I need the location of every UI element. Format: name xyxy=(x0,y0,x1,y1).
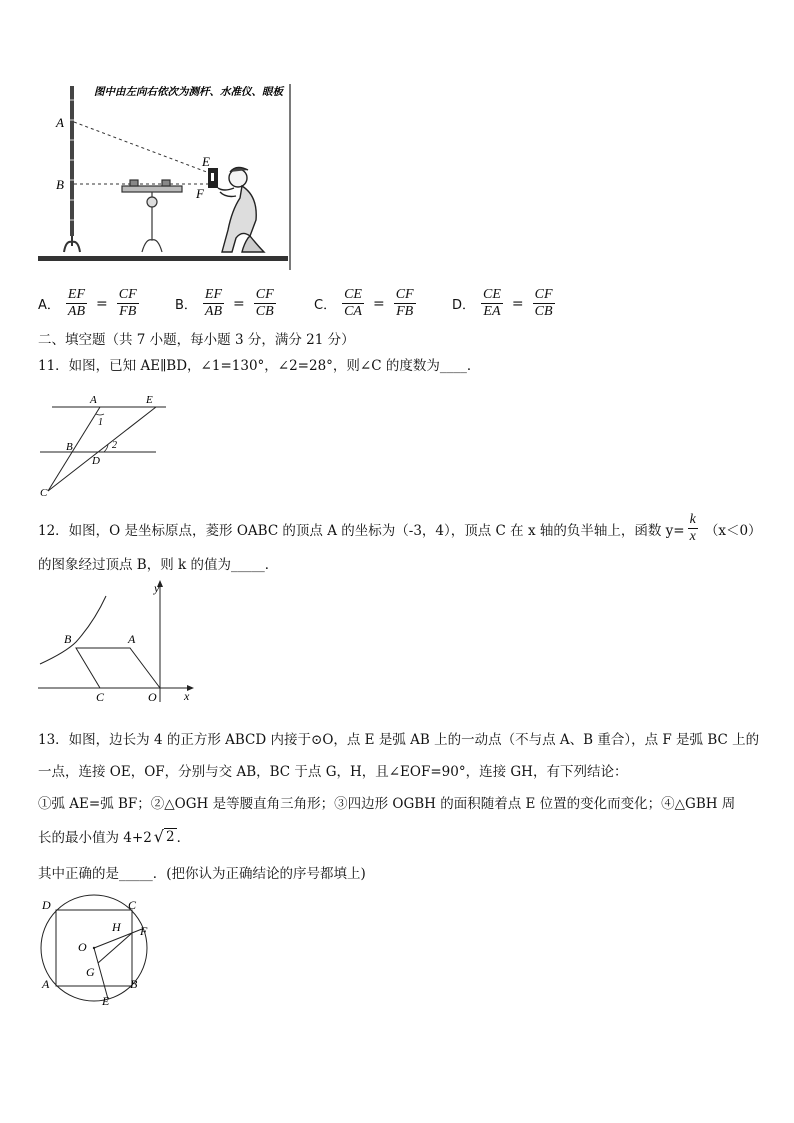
q13-diagram xyxy=(36,893,162,1007)
option-b-right-den: CB xyxy=(255,304,274,319)
q10-figure xyxy=(36,80,296,270)
q13-figure xyxy=(36,893,162,1007)
q11-figure xyxy=(38,390,168,500)
option-a-letter: A． xyxy=(38,298,60,313)
label-A: A xyxy=(56,115,64,130)
q10-figure-caption: 图中由左向右依次为测杆、水准仪、眼板 xyxy=(94,87,283,98)
q13-line2: 一点，连接 OE，OF，分别与交 AB，BC 于点 G，H，且∠EOF=90°，连接 GH，有下列结论： xyxy=(38,764,628,780)
option-c-right-num: CF xyxy=(395,287,414,302)
option-a-left-den: AB xyxy=(67,304,86,319)
q13-sqrt-value: 2 xyxy=(165,828,175,845)
sqrt-sign: √ xyxy=(153,826,164,846)
q12-frac-num: k xyxy=(689,512,696,527)
label-B: B xyxy=(56,177,64,192)
q12-label-A: A xyxy=(128,632,136,646)
option-d-right-den: CB xyxy=(534,304,553,319)
q13-line5: 其中正确的是_____．(把你认为正确结论的序号都填上) xyxy=(38,866,366,882)
surveying-diagram xyxy=(36,80,296,270)
option-c-right-den: FB xyxy=(396,304,414,319)
option-a-right-den: FB xyxy=(119,304,137,319)
q13-line4-b: ． xyxy=(176,830,191,846)
q13-label-F: F xyxy=(140,924,148,938)
q13-label-B: B xyxy=(130,977,138,991)
option-d-left-num: CE xyxy=(483,287,501,302)
q13-label-O: O xyxy=(78,940,87,954)
q13-label-E: E xyxy=(102,994,110,1007)
q11-label-C: C xyxy=(40,487,48,499)
option-c-left-num: CE xyxy=(344,287,362,302)
q12-frac-den: x xyxy=(689,529,696,544)
q11-label-D: D xyxy=(92,455,100,467)
option-b-left-den: AB xyxy=(204,304,223,319)
option-b[interactable]: B． $\frac{EF}{AB}$ = $\frac{CF}{CB}$ xyxy=(175,287,274,319)
label-E: E xyxy=(202,154,210,169)
option-c[interactable]: C． $\frac{CE}{CA}$ = $\frac{CF}{FB}$ xyxy=(314,287,414,319)
q11-label-1: 1 xyxy=(98,417,103,428)
q13-line4-a: 长的最小值为 4+2 xyxy=(38,830,152,846)
q12-label-C: C xyxy=(96,690,105,704)
option-d-left-den: EA xyxy=(483,304,501,319)
option-a-left-num: EF xyxy=(67,287,86,302)
q13-label-C: C xyxy=(128,898,137,912)
option-b-left-num: EF xyxy=(204,287,223,302)
option-c-left-den: CA xyxy=(344,304,362,319)
q11-label-E: E xyxy=(146,394,153,406)
q12-line1-b: （x＜0） xyxy=(704,522,762,539)
option-b-letter: B． xyxy=(175,298,197,313)
level-instrument-icon xyxy=(122,180,182,252)
option-a-right-num: CF xyxy=(118,287,137,302)
q12-line1 xyxy=(38,512,762,545)
q10-options xyxy=(38,287,598,325)
q11-label-2: 2 xyxy=(112,440,117,451)
q11-diagram xyxy=(38,390,168,500)
q13-label-H: H xyxy=(112,920,121,934)
q11-text: 11．如图，已知 AE∥BD，∠1=130°，∠2=28°，则∠C 的度数为____． xyxy=(38,358,481,374)
q12-line1-a: 12．如图，O 是坐标原点，菱形 OABC 的顶点 A 的坐标为（-3，4），顶点 C 在 x 轴的负半轴上，函数 y= xyxy=(38,522,685,539)
person-figure-icon xyxy=(218,167,264,252)
q12-line2: 的图象经过顶点 B，则 k 的值为_____． xyxy=(38,557,279,573)
q13-label-G: G xyxy=(86,965,95,979)
option-a[interactable]: A． $\frac{EF}{AB}$ = $\frac{CF}{FB}$ xyxy=(38,287,137,319)
q13-line1: 13．如图，边长为 4 的正方形 ABCD 内接于⊙O，点 E 是弧 AB 上的一动点（不与点 A、B 重合），点 F 是弧 BC 上的 xyxy=(38,732,760,748)
q12-label-x: x xyxy=(184,689,190,703)
q11-label-A: A xyxy=(90,394,97,406)
option-d-letter: D． xyxy=(452,298,476,313)
option-d-right-num: CF xyxy=(534,287,553,302)
q12-label-O: O xyxy=(148,690,157,704)
q13-label-A: A xyxy=(42,977,50,991)
option-d[interactable]: D． $\frac{CE}{EA}$ = $\frac{CF}{CB}$ xyxy=(452,287,553,319)
q13-line4 xyxy=(38,826,190,846)
q13-label-D: D xyxy=(42,898,51,912)
label-F: F xyxy=(196,186,204,201)
section-heading: 二、填空题（共 7 小题，每小题 3 分，满分 21 分） xyxy=(38,332,355,348)
q11-label-B: B xyxy=(66,441,73,453)
q12-label-y: y xyxy=(154,581,160,595)
q13-line3: ①弧 AE=弧 BF；②△OGH 是等腰直角三角形；③四边形 OGBH 的面积随着点 E 位置的变化而变化；④△GBH 周 xyxy=(38,796,736,812)
q12-label-B: B xyxy=(64,632,72,646)
q12-figure xyxy=(36,578,200,704)
option-b-right-num: CF xyxy=(255,287,274,302)
option-c-letter: C． xyxy=(314,298,337,313)
q12-diagram xyxy=(36,578,200,704)
